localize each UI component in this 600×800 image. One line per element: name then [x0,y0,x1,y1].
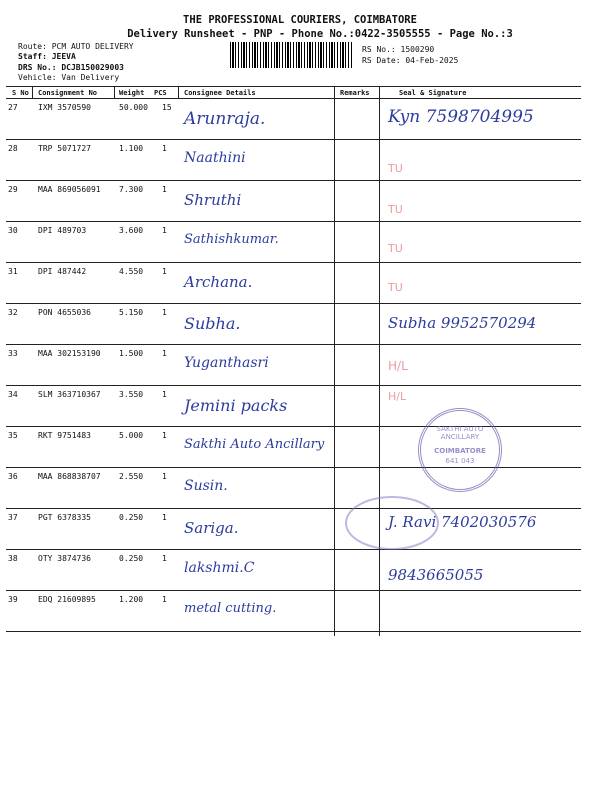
table-row [6,99,581,140]
row-pieces: 1 [162,349,167,358]
row-pieces: 1 [162,513,167,522]
row-serial-number: 35 [8,431,18,440]
row-consignment-number: MAA 868838707 [38,472,101,481]
row-consignee-handwritten: Arunraja. [184,109,266,129]
header-remarks: Remarks [340,89,370,97]
col-divider [32,86,33,99]
table-row [6,345,581,386]
row-consignee-handwritten: Sathishkumar. [184,232,279,247]
row-serial-number: 30 [8,226,18,235]
row-consignment-number: PON 4655036 [38,308,91,317]
row-consignment-number: RKT 9751483 [38,431,91,440]
row-pieces: 1 [162,144,167,153]
row-signature-handwritten: J. Ravi 7402030576 [388,513,537,531]
row-consignee-handwritten: Subha. [184,314,241,333]
company-seal-stamp: SAKTHI AUTO ANCILLARY COIMBATORE 641 043 [418,408,502,492]
row-signature-handwritten: TU [388,203,403,216]
row-signature-handwritten: H/L [388,359,408,373]
row-serial-number: 31 [8,267,18,276]
row-consignment-number: MAA 869056091 [38,185,101,194]
runsheet-subtitle: Delivery Runsheet - PNP - Phone No.:0422-3505555 - Page No.:3 [127,28,513,40]
row-serial-number: 38 [8,554,18,563]
row-weight: 5.000 [119,431,144,440]
row-weight: 50.000 [119,103,148,112]
row-serial-number: 27 [8,103,18,112]
row-consignee-handwritten: Shruthi [184,191,242,209]
row-pieces: 1 [162,472,167,481]
faded-round-stamp [345,496,439,550]
row-signature-handwritten: Subha 9952570294 [388,314,537,332]
row-consignment-number: DPI 487442 [38,267,87,276]
table-row [6,140,581,181]
row-serial-number: 37 [8,513,18,522]
company-title: THE PROFESSIONAL COURIERS, COIMBATORE [183,14,417,26]
row-pieces: 1 [162,308,167,317]
row-pieces: 1 [162,595,167,604]
row-pieces: 15 [162,103,172,112]
row-consignee-handwritten: Jemini packs [184,396,288,415]
row-signature-handwritten: H/L [388,390,407,403]
table-row [6,263,581,304]
row-weight: 3.550 [119,390,144,399]
row-serial-number: 36 [8,472,18,481]
row-consignee-handwritten: Naathini [184,150,246,166]
row-consignment-number: DPI 489703 [38,226,87,235]
barcode-image [230,42,352,68]
header-sno: S No [12,89,29,97]
row-weight: 0.250 [119,554,144,563]
row-serial-number: 34 [8,390,18,399]
row-weight: 3.600 [119,226,144,235]
row-consignee-handwritten: Susin. [184,478,228,494]
header-pcs: PCS [154,89,167,97]
col-divider [114,86,115,99]
row-pieces: 1 [162,431,167,440]
table-row [6,468,581,509]
row-consignee-handwritten: lakshmi.C [184,560,255,576]
row-consignee-handwritten: Yuganthasri [184,355,269,371]
row-weight: 1.100 [119,144,144,153]
row-weight: 1.200 [119,595,144,604]
header-consignee: Consignee Details [184,89,256,97]
row-consignee-handwritten: Sakthi Auto Ancillary [184,437,325,452]
row-weight: 5.150 [119,308,144,317]
route-label: Route: PCM AUTO DELIVERY [18,42,134,51]
row-pieces: 1 [162,390,167,399]
row-pieces: 1 [162,185,167,194]
rs-date: RS Date: 04-Feb-2025 [362,56,459,65]
row-consignment-number: PGT 6378335 [38,513,91,522]
header-consignment: Consignment No [38,89,98,97]
row-consignment-number: EDQ 21609895 [38,595,96,604]
table-row [6,304,581,345]
row-consignment-number: IXM 3570590 [38,103,91,112]
row-signature-handwritten: TU [388,242,403,255]
row-signature-handwritten: 9843665055 [388,566,484,584]
row-consignment-number: TRP 5071727 [38,144,91,153]
header-weight: Weight [119,89,145,97]
row-pieces: 1 [162,554,167,563]
rs-number: RS No.: 1500290 [362,45,435,54]
row-serial-number: 29 [8,185,18,194]
row-serial-number: 28 [8,144,18,153]
table-row [6,386,581,427]
row-consignment-number: OTY 3874736 [38,554,91,563]
row-signature-handwritten: Kyn 7598704995 [388,107,534,127]
table-row [6,591,581,632]
col-divider [178,86,179,99]
row-signature-handwritten: TU [388,162,403,175]
row-weight: 2.550 [119,472,144,481]
row-weight: 1.500 [119,349,144,358]
header-seal: Seal & Signature [399,89,467,97]
table-row [6,181,581,222]
row-serial-number: 32 [8,308,18,317]
row-consignee-handwritten: Archana. [184,273,253,291]
row-serial-number: 33 [8,349,18,358]
drs-number: DRS No.: DCJB150029003 [18,63,124,72]
row-signature-handwritten: TU [388,281,403,294]
table-top-border [6,86,581,87]
staff-label: Staff: JEEVA [18,52,76,61]
row-consignee-handwritten: Sariga. [184,519,239,537]
row-consignee-handwritten: metal cutting. [184,601,277,616]
table-row [6,222,581,263]
row-weight: 7.300 [119,185,144,194]
row-serial-number: 39 [8,595,18,604]
table-row [6,509,581,550]
vehicle-label: Vehicle: Van Delivery [18,73,120,82]
row-consignment-number: MAA 302153190 [38,349,101,358]
row-weight: 4.550 [119,267,144,276]
table-row [6,550,581,591]
row-pieces: 1 [162,267,167,276]
row-consignment-number: SLM 363710367 [38,390,101,399]
row-divider [6,631,581,632]
row-pieces: 1 [162,226,167,235]
row-weight: 0.250 [119,513,144,522]
